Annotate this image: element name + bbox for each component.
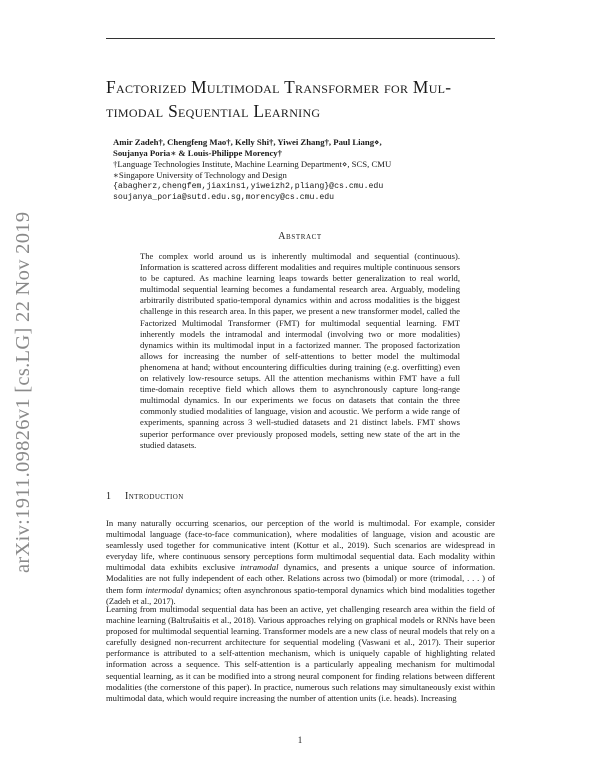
section-heading-introduction	[106, 491, 506, 502]
affiliation-cmu: †Language Technologies Institute, Machine Learning Department⋄, SCS, CMU	[113, 159, 392, 169]
arxiv-stamp: arXiv:1911.09826v1 [cs.LG] 22 Nov 2019	[12, 211, 34, 573]
author-list	[113, 137, 513, 159]
section-number: 1	[106, 491, 112, 502]
abstract-heading: Abstract	[278, 231, 322, 242]
title-line-2: timodal Sequential Learning	[106, 101, 321, 121]
abstract-text: The complex world around us is inherently multimodal and sequential (continuous). Information is scattered across different modalities and requires multiple continuous sensors to be captured. As machine learning leaps towards better generalization to real world, multimodal sequential learning becomes a fundamental research area. Arguably, modeling arbitrarily distributed spatio-temporal dynamics within and across modalities is the biggest challenge in this research area. In this paper, we present a new transformer model, called the Factorized Multimodal Transformer (FMT) for multimodal sequential learning. FMT inherently models the intramodal and intermodal (involving two or more modalities) dynamics within its multimodal input in a factorized manner. The proposed factorization allows for increasing the number of self-attentions to better model the multimodal phenomena at hand; without encountering difficulties during training (e.g. overfitting) even on relatively low-resource setups. All the attention mechanisms within FMT have a full time-domain receptive field which allows them to asynchronously capture long-range multimodal dynamics. In our experiments we focus on datasets that contain the three commonly studied modalities of language, vision and acoustic. We perform a wide range of experiments, spanning across 3 well-studied datasets and 21 distinct labels. FMT shows superior performance over previously proposed models, setting new state of the art in the studied datasets.	[140, 251, 460, 450]
header-rule	[106, 38, 495, 39]
email-line-2: soujanya_poria@sutd.edu.sg,morency@cs.cmu.edu	[113, 193, 335, 202]
affiliation-sutd: ∗Singapore University of Technology and Design	[113, 170, 287, 180]
intro-p1-part-a: In many naturally occurring scenarios, our perception of the world is multimodal. For example, consider multimodal language (face-to-face communication), where modalities of language, vision and acoustic are seamlessly used together for communicative intent (Kottur et al., 2019). Such scenarios are widespread in everyday life, where continuous sensory perceptions form multimodal sequential data. Each modality within multimodal data exhibits exclusive	[106, 518, 495, 573]
intro-paragraph-1	[106, 518, 495, 607]
intro-p1-emph-intermodal: intermodal	[145, 584, 184, 595]
intro-p1-part-c: dynamics; often asynchronous spatio-temporal dynamics which bind modalities together (Zadeh et al., 2017).	[106, 584, 496, 606]
author-line-1: Amir Zadeh†, Chengfeng Mao†, Kelly Shi†, Yiwei Zhang†, Paul Liang⋄,	[113, 137, 382, 147]
section-title: Introduction	[125, 491, 184, 502]
intro-p1-part-b: dynamics, and presents a unique source of information. Modalities are not fully independent of each other. Relations across two (bimodal) or more (trimodal, . . . ) of them form	[106, 562, 495, 595]
page-number: 1	[297, 735, 303, 745]
email-line-1: {abagherz,chengfem,jiaxins1,yiweizh2,pliang}@cs.cmu.edu	[113, 182, 384, 191]
intro-paragraph-2: Learning from multimodal sequential data has been an active, yet challenging research area within the field of machine learning (Baltrušaitis et al., 2018). Various approaches relying on graphical models or RNNs have been proposed for multimodal sequential learning. Transformer models are a new class of neural models that rely on a carefully designed non-recurrent architecture for sequential modeling (Vaswani et al., 2017). Their superior performance is attributed to a self-attention mechanism, which is uniquely capable of highlighting related information across a sequence. This self-attention is a particularly appealing mechanism for multimodal sequential learning, as it can be modified into a strong neural component for finding relations between different modalities (the cornerstone of this paper). In practice, numerous such relations may simultaneously exist within multimodal data, which would require increasing the number of attention units (i.e. heads). Increasing	[106, 604, 495, 703]
title-line-1: Factorized Multimodal Transformer for Mul-	[106, 77, 452, 97]
author-line-2: Soujanya Poria∗ & Louis-Philippe Morency†	[113, 148, 282, 158]
intro-p1-emph-intramodal: intramodal	[240, 562, 279, 573]
paper-title	[106, 75, 506, 123]
